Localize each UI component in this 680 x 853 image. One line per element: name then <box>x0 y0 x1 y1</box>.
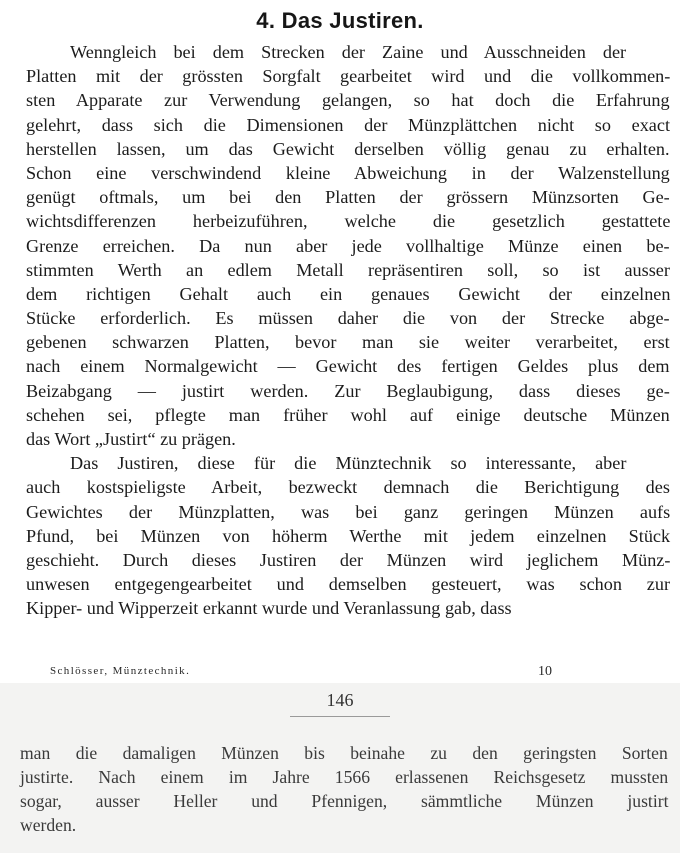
book-page-lower <box>0 683 680 853</box>
text-line: herstellen lassen, um das Gewicht derselben völlig genau zu erhalten. <box>26 138 670 159</box>
text-line: unwesen entgegengearbeitet und demselben gesteuert, was schon zur <box>26 574 670 595</box>
text-line: Pfund, bei Münzen von höherm Werthe mit jedem einzelnen Stück <box>26 525 671 546</box>
text-line: Grenze erreichen. Da nun aber jede vollhaltige Münze einen be- <box>26 235 670 256</box>
text-line: gelehrt, dass sich die Dimensionen der Münzplättchen nicht so exact <box>26 114 671 135</box>
text-line: wichtsdifferenzen herbeizuführen, welche die gesetzlich gestattete <box>26 211 671 232</box>
text-line: sten Apparate zur Verwendung gelangen, so hat doch die Erfahrung <box>26 90 670 111</box>
text-line: schehen sei, pflegte man früher wohl auf einige deutsche Münzen <box>26 404 670 425</box>
text-line: das Wort „Justirt“ zu prägen. <box>26 429 236 449</box>
text-line: nach einem Normalgewicht — Gewicht des fertigen Geldes plus dem <box>26 356 670 377</box>
text-line: Kipper- und Wipperzeit erkannt wurde und Veranlassung gab, dass <box>26 598 512 619</box>
running-footer-author: Schlösser, Münztechnik. <box>50 665 191 677</box>
text-line: genügt oftmals, um bei den Platten der grössern Münzsorten Ge- <box>26 187 670 208</box>
text-line: stimmten Werth an edlem Metall repräsentiren soll, so ist ausser <box>26 259 670 280</box>
body-text <box>26 40 670 621</box>
text-line: dem richtigen Gehalt auch ein genaues Gewicht der einzelnen <box>26 283 671 304</box>
text-line: Stücke erforderlich. Es müssen daher die von der Strecke abge- <box>26 308 670 329</box>
text-line: Platten mit der grössten Sorgfalt gearbeitet wird und die vollkommen- <box>26 66 671 87</box>
text-line: auch kostspieligste Arbeit, bezweckt demnach die Berichtigung des <box>26 477 670 498</box>
body-text <box>20 741 668 837</box>
text-line: Gewichtes der Münzplatten, was bei ganz geringen Münzen aufs <box>26 501 671 522</box>
text-line: geschieht. Durch dieses Justiren der Münzen wird jeglichem Münz- <box>26 549 671 570</box>
text-line: man die damaligen Münzen bis beinahe zu den geringsten Sorten <box>20 743 668 763</box>
signature-mark: 10 <box>538 664 552 679</box>
text-line: Das Justiren, diese für die Münztechnik so interessante, aber <box>70 453 627 474</box>
page-number-rule <box>290 716 390 717</box>
text-line: justirte. Nach einem im Jahre 1566 erlassenen Reichsgesetz mussten <box>20 767 669 787</box>
text-line: Wenngleich bei dem Strecken der Zaine und Ausschneiden der <box>70 42 627 62</box>
section-heading: 4. Das Justiren. <box>256 8 424 33</box>
text-line: werden. <box>20 815 77 835</box>
text-line: Schon eine verschwindend kleine Abweichung in der Walzenstellung <box>26 162 670 183</box>
text-line: gebenen schwarzen Platten, bevor man sie weiter verarbeitet, erst <box>26 332 670 353</box>
page-number: 146 <box>326 690 354 710</box>
text-line: sogar, ausser Heller und Pfennigen, sämmtliche Münzen justirt <box>20 791 669 811</box>
text-line: Beizabgang — justirt werden. Zur Beglaubigung, dass dieses ge- <box>26 380 670 401</box>
